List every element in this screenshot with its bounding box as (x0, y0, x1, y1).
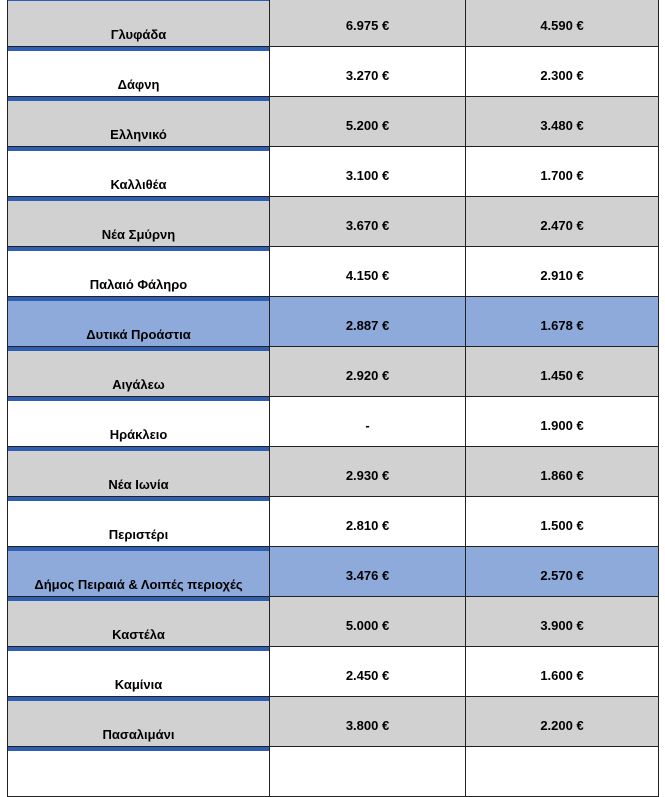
table-row (7, 547, 665, 597)
table-row (7, 247, 665, 297)
price-cell-1: 3.476 € (269, 547, 465, 597)
price-cell-1: 3.670 € (269, 197, 465, 247)
area-name-cell: Καστέλα (7, 597, 269, 647)
table-row (7, 47, 665, 97)
area-name-cell: Περιστέρι (7, 497, 269, 547)
table-row (7, 697, 665, 747)
price-cell-2: 3.480 € (465, 97, 659, 147)
price-cell-2: 2.300 € (465, 47, 659, 97)
table-row (7, 397, 665, 447)
price-cell-2: 1.500 € (465, 497, 659, 547)
price-cell-1: 6.975 € (269, 0, 465, 47)
table-row (7, 197, 665, 247)
price-cell-1: 2.450 € (269, 647, 465, 697)
price-cell-1: 3.100 € (269, 147, 465, 197)
table-row (7, 0, 665, 47)
price-cell-1: 2.810 € (269, 497, 465, 547)
area-name-cell: Δήμος Πειραιά & Λοιπές περιοχές (7, 547, 269, 597)
area-name-cell: Δυτικά Προάστια (7, 297, 269, 347)
price-cell-2: 1.700 € (465, 147, 659, 197)
price-cell-1: - (269, 397, 465, 447)
price-cell-2: 1.678 € (465, 297, 659, 347)
price-cell-2: 1.600 € (465, 647, 659, 697)
price-cell-1: 4.150 € (269, 247, 465, 297)
area-name-cell: Ηράκλειο (7, 397, 269, 447)
area-name-cell: Καμίνια (7, 647, 269, 697)
table-row (7, 597, 665, 647)
price-cell-1: 2.920 € (269, 347, 465, 397)
table-row (7, 297, 665, 347)
price-cell-2: 2.910 € (465, 247, 659, 297)
price-cell-2: 1.450 € (465, 347, 659, 397)
price-cell-2: 2.200 € (465, 697, 659, 747)
price-cell-1: 5.200 € (269, 97, 465, 147)
area-name-cell: Παλαιό Φάληρο (7, 247, 269, 297)
area-name-cell: Γλυφάδα (7, 0, 269, 47)
area-name-cell: Νέα Ιωνία (7, 447, 269, 497)
area-name-cell: Δάφνη (7, 47, 269, 97)
table-row (7, 97, 665, 147)
price-cell-1: 2.930 € (269, 447, 465, 497)
table-row (7, 147, 665, 197)
price-cell-2: 1.860 € (465, 447, 659, 497)
price-cell-2: 1.900 € (465, 397, 659, 447)
price-cell-2: 3.900 € (465, 597, 659, 647)
area-name-cell: Πασαλιμάνι (7, 697, 269, 747)
table-row (7, 447, 665, 497)
area-name-cell: Αιγάλεω (7, 347, 269, 397)
price-cell-1: 5.000 € (269, 597, 465, 647)
price-cell-2: 2.570 € (465, 547, 659, 597)
price-cell-1: 3.800 € (269, 697, 465, 747)
table-row (7, 497, 665, 547)
price-cell-2: 4.590 € (465, 0, 659, 47)
price-cell-1: 2.887 € (269, 297, 465, 347)
area-name-cell: Καλλιθέα (7, 147, 269, 197)
price-table (7, 0, 665, 797)
area-name-cell: Ελληνικό (7, 97, 269, 147)
price-cell-2: 2.470 € (465, 197, 659, 247)
table-row (7, 347, 665, 397)
price-cell-1: 3.270 € (269, 47, 465, 97)
area-name-cell: Νέα Σμύρνη (7, 197, 269, 247)
table-row (7, 647, 665, 697)
